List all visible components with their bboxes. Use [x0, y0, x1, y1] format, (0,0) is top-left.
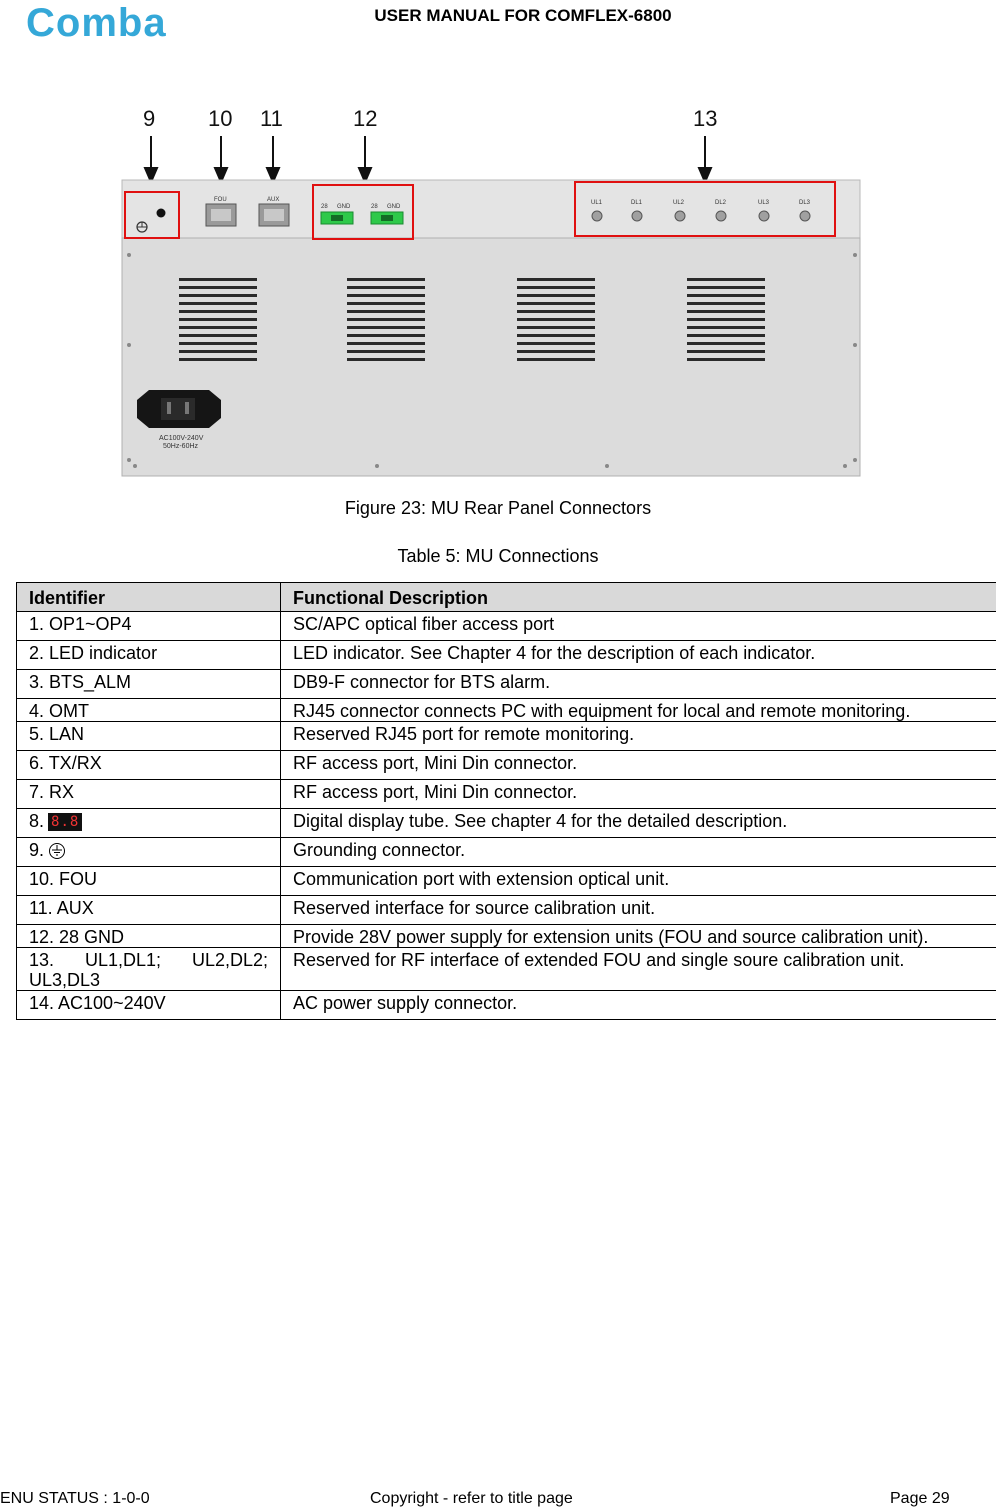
svg-text:UL2: UL2: [673, 200, 685, 206]
svg-text:AUX: AUX: [267, 197, 280, 203]
description-cell: DB9-F connector for BTS alarm.: [281, 670, 996, 699]
callout-13: 13: [693, 106, 718, 131]
identifier-cell: 1. OP1~OP4: [17, 612, 281, 641]
table-header-row: [17, 583, 996, 612]
svg-text:DL2: DL2: [715, 200, 727, 206]
identifier-cell: 6. TX/RX: [17, 751, 281, 780]
document-title: USER MANUAL FOR COMFLEX-6800: [374, 6, 672, 25]
logo-text: Comba: [26, 4, 167, 42]
description-cell: RF access port, Mini Din connector.: [281, 780, 996, 809]
table-row: [17, 809, 996, 838]
chassis-body: [122, 238, 860, 476]
description-cell: AC power supply connector.: [281, 991, 996, 1020]
table-row: [17, 780, 996, 809]
identifier-cell: 2. LED indicator: [17, 641, 281, 670]
callout-12: 12: [353, 106, 378, 131]
figure-caption: Figure 23: MU Rear Panel Connectors: [344, 498, 652, 518]
table-row: [17, 612, 996, 641]
table-row: [17, 699, 996, 722]
column-header-description: Functional Description: [281, 583, 996, 612]
digital-display-icon: 8.8: [48, 813, 82, 831]
table-row: [17, 722, 996, 751]
svg-text:28: 28: [321, 204, 328, 210]
column-header-identifier: Identifier: [17, 583, 281, 612]
table-row: [17, 948, 996, 991]
table-row: [17, 838, 996, 867]
identifier-cell: 12. 28 GND: [17, 925, 281, 948]
svg-text:DL3: DL3: [799, 200, 811, 206]
svg-text:UL3: UL3: [758, 200, 770, 206]
identifier-cell: 3. BTS_ALM: [17, 670, 281, 699]
description-cell: SC/APC optical fiber access port: [281, 612, 996, 641]
description-cell: Reserved RJ45 port for remote monitoring.: [281, 722, 996, 751]
identifier-cell: 13. UL1,DL1; UL2,DL2; UL3,DL3: [17, 948, 281, 991]
identifier-cell: [17, 838, 281, 867]
description-cell: RJ45 connector connects PC with equipment for local and remote monitoring.: [281, 699, 996, 722]
svg-text:GND: GND: [337, 204, 351, 210]
description-cell: Reserved for RF interface of extended FOU and single soure calibration unit.: [281, 948, 996, 991]
identifier-cell: [17, 809, 281, 838]
ground-icon: [48, 842, 66, 860]
footer-status: ENU STATUS : 1-0-0: [0, 1490, 150, 1507]
svg-text:GND: GND: [387, 204, 401, 210]
identifier-cell: 10. FOU: [17, 867, 281, 896]
table-row: [17, 867, 996, 896]
identifier-cell: 7. RX: [17, 780, 281, 809]
description-cell: Provide 28V power supply for extension units (FOU and source calibration unit).: [281, 925, 996, 948]
svg-text:28: 28: [371, 204, 378, 210]
table-caption: Table 5: MU Connections: [397, 546, 599, 566]
rear-panel-figure: [115, 100, 875, 480]
description-cell: RF access port, Mini Din connector.: [281, 751, 996, 780]
identifier-cell: 5. LAN: [17, 722, 281, 751]
identifier-cell: 4. OMT: [17, 699, 281, 722]
identifier-number: 8.: [29, 811, 45, 831]
table-row: [17, 991, 996, 1020]
table-row: [17, 896, 996, 925]
footer-page-number: Page 29: [890, 1490, 950, 1507]
svg-text:AC100V-240V: AC100V-240V: [159, 435, 204, 442]
table-row: [17, 670, 996, 699]
footer-copyright: Copyright - refer to title page: [370, 1490, 573, 1507]
description-cell: Communication port with extension optical unit.: [281, 867, 996, 896]
description-cell: Digital display tube. See chapter 4 for the detailed description.: [281, 809, 996, 838]
connections-table: [16, 582, 996, 1020]
callout-11: 11: [260, 106, 283, 131]
description-cell: Reserved interface for source calibration unit.: [281, 896, 996, 925]
svg-text:DL1: DL1: [631, 200, 643, 206]
description-cell: LED indicator. See Chapter 4 for the description of each indicator.: [281, 641, 996, 670]
identifier-number: 9.: [29, 840, 45, 860]
svg-text:FOU: FOU: [214, 197, 227, 203]
identifier-cell: 14. AC100~240V: [17, 991, 281, 1020]
identifier-cell: 11. AUX: [17, 896, 281, 925]
svg-text:50Hz-60Hz: 50Hz-60Hz: [163, 443, 199, 450]
table-row: [17, 641, 996, 670]
callout-10: 10: [208, 106, 233, 131]
table-row: [17, 751, 996, 780]
table-row: [17, 925, 996, 948]
callout-9: 9: [143, 106, 156, 131]
svg-text:UL1: UL1: [591, 200, 603, 206]
description-cell: Grounding connector.: [281, 838, 996, 867]
